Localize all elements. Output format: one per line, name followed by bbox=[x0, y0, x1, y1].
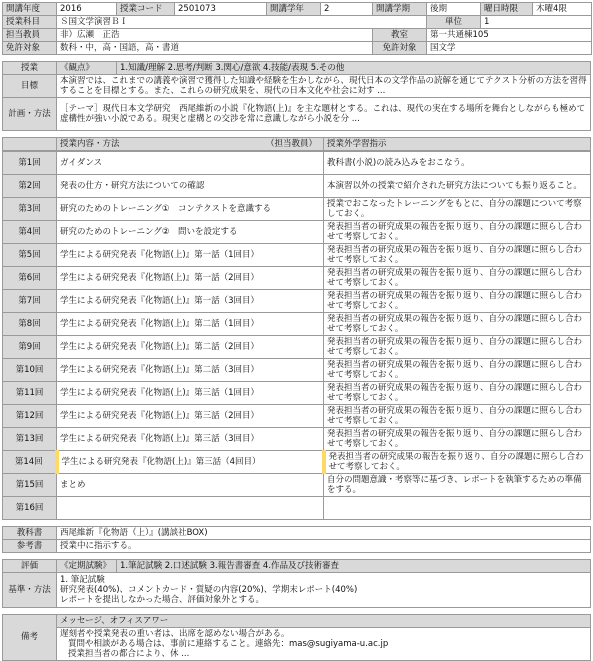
teacher-value: 非）広瀬 正浩 bbox=[57, 29, 373, 42]
schedule-row-number: 第4回 bbox=[3, 221, 57, 244]
reference-label: 参考書 bbox=[3, 540, 57, 553]
license-target-label: 免許対象 bbox=[373, 42, 427, 55]
schedule-row-content: 学生による研究発表『化物語(上)』第二話（3回目） bbox=[57, 359, 324, 382]
schedule-row-content: 学生による研究発表『化物語(上)』第三話（2回目） bbox=[57, 405, 324, 428]
grade-value: 2 bbox=[321, 3, 373, 16]
credit-label: 単位 bbox=[427, 16, 481, 29]
room-value: 第一共通棟105 bbox=[427, 29, 592, 42]
schedule-row bbox=[3, 474, 591, 497]
schedule-row bbox=[3, 336, 591, 359]
schedule-row-content: 学生による研究発表『化物語(上)』第三話（4回目） bbox=[57, 451, 324, 474]
method-line-3: レポートを提出しなかった場合、評価対象外とする。 bbox=[60, 595, 265, 605]
slot-label: 曜日時限 bbox=[481, 3, 533, 16]
schedule-row-content: 学生による研究発表『化物語(上)』第二話（2回目） bbox=[57, 336, 324, 359]
schedule-row-outside: 発表担当者の研究成果の報告を振り返り、自分の課題に照らし合わせて考察しておく。 bbox=[324, 428, 591, 451]
schedule-row bbox=[3, 290, 591, 313]
schedule-row-content: 学生による研究発表『化物語(上)』第一話（2回目） bbox=[57, 267, 324, 290]
schedule-row-number: 第1回 bbox=[3, 152, 57, 175]
schedule-row-content: 発表の仕方・研究方法についての確認 bbox=[57, 175, 324, 198]
schedule-row bbox=[3, 451, 591, 474]
reference-value: 授業中に指示する。 bbox=[57, 540, 591, 553]
points-list: 1.知識/理解 2.思考/判断 3.関心/意欲 4.技能/表現 5.その他 bbox=[117, 62, 591, 75]
plan-label: 計画・方法 bbox=[3, 98, 57, 131]
textbook-label: 教科書 bbox=[3, 527, 57, 540]
year-label: 開講年度 bbox=[3, 3, 57, 16]
remarks-text bbox=[57, 628, 591, 661]
subject-label: 授業科目 bbox=[3, 16, 57, 29]
schedule-row bbox=[3, 175, 591, 198]
goal-label: 目標 bbox=[3, 75, 57, 98]
points-heading: 《観点》 bbox=[57, 62, 117, 75]
schedule-row-number: 第3回 bbox=[3, 198, 57, 221]
schedule-row bbox=[3, 152, 591, 175]
schedule-row-outside: 本演習以外の授業で紹介された研究方法についても振り返ること。 bbox=[324, 175, 591, 198]
schedule-row-content: 研究のためのトレーニング① コンテクストを意識する bbox=[57, 198, 324, 221]
schedule-row-outside: 発表担当者の研究成果の報告を振り返り、自分の課題に照らし合わせて考察しておく。 bbox=[324, 313, 591, 336]
schedule-row bbox=[3, 244, 591, 267]
remarks-header: メッセージ、オフィスアワー bbox=[57, 615, 591, 628]
schedule-row bbox=[3, 359, 591, 382]
evaluation-type: 《定期試験》 bbox=[57, 560, 117, 573]
teacher-label: 担当教員 bbox=[3, 29, 57, 42]
schedule-row-number: 第10回 bbox=[3, 359, 57, 382]
remarks-line-3: 授業担当者の都合により、休 ... bbox=[68, 649, 190, 659]
schedule-row-content: 学生による研究発表『化物語(上)』第三話（3回目） bbox=[57, 428, 324, 451]
schedule-rows bbox=[2, 151, 591, 520]
year-value: 2016 bbox=[57, 3, 117, 16]
plan-text: ［テーマ］現代日本文学研究 西尾維新の小説『化物語(上)』を主な題材とする。これは、現代の実在する場所を舞台としながらも極めて虚構性が強い小説である。現実と虚構との交渉を常に意識しながら小説を分 ... bbox=[57, 98, 591, 131]
remarks-table bbox=[2, 614, 591, 661]
schedule-row-content bbox=[57, 497, 324, 520]
license-label: 免許対象 bbox=[3, 42, 57, 55]
overview-label: 授業 bbox=[3, 62, 57, 75]
schedule-row-number: 第5回 bbox=[3, 244, 57, 267]
schedule-row bbox=[3, 405, 591, 428]
schedule-row-content: まとめ bbox=[57, 474, 324, 497]
slot-value: 木曜4限 bbox=[533, 3, 592, 16]
evaluation-table bbox=[2, 559, 591, 608]
license-target-value: 国文学 bbox=[427, 42, 592, 55]
schedule-row-outside: 自分の問題意識・考察等に基づき、レポートを執筆するための準備をする。 bbox=[324, 474, 591, 497]
code-label: 授業コード bbox=[117, 3, 175, 16]
schedule-row bbox=[3, 313, 591, 336]
schedule-row-number: 第9回 bbox=[3, 336, 57, 359]
schedule-row-number: 第13回 bbox=[3, 428, 57, 451]
term-value: 後期 bbox=[427, 3, 481, 16]
schedule-teacher-header: （担当教員） bbox=[265, 138, 317, 149]
schedule-row bbox=[3, 267, 591, 290]
schedule-row bbox=[3, 198, 591, 221]
schedule-row-number: 第8回 bbox=[3, 313, 57, 336]
schedule-row-content: 研究のためのトレーニング② 問いを設定する bbox=[57, 221, 324, 244]
schedule-row-outside: 発表担当者の研究成果の報告を振り返り、自分の課題に照らし合わせて考察しておく。 bbox=[324, 267, 591, 290]
schedule-row-content: 学生による研究発表『化物語(上)』第一話（3回目） bbox=[57, 290, 324, 313]
schedule-row-outside: 発表担当者の研究成果の報告を振り返り、自分の課題に照らし合わせて考察しておく。 bbox=[324, 451, 591, 474]
schedule-row-number: 第12回 bbox=[3, 405, 57, 428]
code-value: 2501073 bbox=[175, 3, 267, 16]
textbook-value: 西尾維新『化物語（上）』(講談社BOX) bbox=[57, 527, 591, 540]
schedule-row-outside: 教科書(小説)の読み込みをおこなう。 bbox=[324, 152, 591, 175]
header-table bbox=[2, 2, 592, 55]
schedule-row-outside: 発表担当者の研究成果の報告を振り返り、自分の課題に照らし合わせて考察しておく。 bbox=[324, 244, 591, 267]
schedule-row-number: 第6回 bbox=[3, 267, 57, 290]
subject-value: Ｓ国文学演習ＢＩ bbox=[57, 16, 427, 29]
evaluation-label: 評価 bbox=[3, 560, 57, 573]
schedule-row bbox=[3, 428, 591, 451]
method-label: 基準・方法 bbox=[3, 573, 57, 608]
schedule-row-outside: 発表担当者の研究成果の報告を振り返り、自分の課題に照らし合わせて考察しておく。 bbox=[324, 382, 591, 405]
credit-value: 1 bbox=[481, 16, 592, 29]
books-table bbox=[2, 526, 591, 553]
method-text bbox=[57, 573, 591, 608]
method-line-2: 研究発表(40%)、コメントカード・質疑の内容(20%)、学期末レポート(40%) bbox=[60, 585, 358, 595]
remarks-line-2: 質問や相談がある場合は、事前に連絡すること。連絡先：mas@sugiyama-u.ac.jp bbox=[68, 639, 389, 649]
schedule-row-number: 第16回 bbox=[3, 497, 57, 520]
method-line-1: 1. 筆記試験 bbox=[60, 575, 105, 585]
goal-text: 本演習では、これまでの講義や演習で獲得した知識や経験を生かしながら、現代日本の文学作品の読解を通じてテクスト分析の方法を習得することを目標とする。また、これらの研究成果を、現代の日本文化や社会に対す ... bbox=[57, 75, 591, 98]
schedule-row bbox=[3, 221, 591, 244]
schedule-row-number: 第2回 bbox=[3, 175, 57, 198]
schedule-content-header: 授業内容・方法 （担当教員） bbox=[57, 138, 324, 151]
schedule-row-number: 第11回 bbox=[3, 382, 57, 405]
schedule-row-number: 第14回 bbox=[3, 451, 57, 474]
schedule-row-outside bbox=[324, 497, 591, 520]
remarks-line-1: 遅刻者や授業発表の重い者は、出席を認めない場合がある。 bbox=[60, 629, 290, 639]
schedule-row-content: 学生による研究発表『化物語(上)』第三話（1回目） bbox=[57, 382, 324, 405]
schedule-outside-header: 授業外学習指示 bbox=[324, 138, 591, 151]
schedule-row-outside: 授業でおこなったトレーニングをもとに、自分の課題について考察しておく。 bbox=[324, 198, 591, 221]
schedule-row-outside: 発表担当者の研究成果の報告を振り返り、自分の課題に照らし合わせて考察しておく。 bbox=[324, 359, 591, 382]
schedule-row-content: 学生による研究発表『化物語(上)』第一話（1回目） bbox=[57, 244, 324, 267]
schedule-table bbox=[2, 137, 591, 151]
schedule-row-content: ガイダンス bbox=[57, 152, 324, 175]
syllabus bbox=[2, 2, 591, 661]
schedule-row-outside: 発表担当者の研究成果の報告を振り返り、自分の課題に照らし合わせて考察しておく。 bbox=[324, 221, 591, 244]
schedule-row bbox=[3, 497, 591, 520]
license-subjects: 数科・中，高・国語，高・書道 bbox=[57, 42, 373, 55]
term-label: 開講学期 bbox=[373, 3, 427, 16]
schedule-row-outside: 発表担当者の研究成果の報告を振り返り、自分の課題に照らし合わせて考察しておく。 bbox=[324, 336, 591, 359]
schedule-row-outside: 発表担当者の研究成果の報告を振り返り、自分の課題に照らし合わせて考察しておく。 bbox=[324, 405, 591, 428]
schedule-row-outside: 発表担当者の研究成果の報告を振り返り、自分の課題に照らし合わせて考察しておく。 bbox=[324, 290, 591, 313]
schedule-row-number: 第15回 bbox=[3, 474, 57, 497]
schedule-row bbox=[3, 382, 591, 405]
room-label: 教室 bbox=[373, 29, 427, 42]
schedule-row-number: 第7回 bbox=[3, 290, 57, 313]
grade-label: 開講学年 bbox=[267, 3, 321, 16]
remarks-label: 備考 bbox=[3, 615, 57, 661]
overview-table bbox=[2, 61, 591, 131]
evaluation-points: 1.筆記試験 2.口述試験 3.報告書審査 4.作品及び技術審査 bbox=[117, 560, 591, 573]
schedule-row-content: 学生による研究発表『化物語(上)』第二話（1回目） bbox=[57, 313, 324, 336]
